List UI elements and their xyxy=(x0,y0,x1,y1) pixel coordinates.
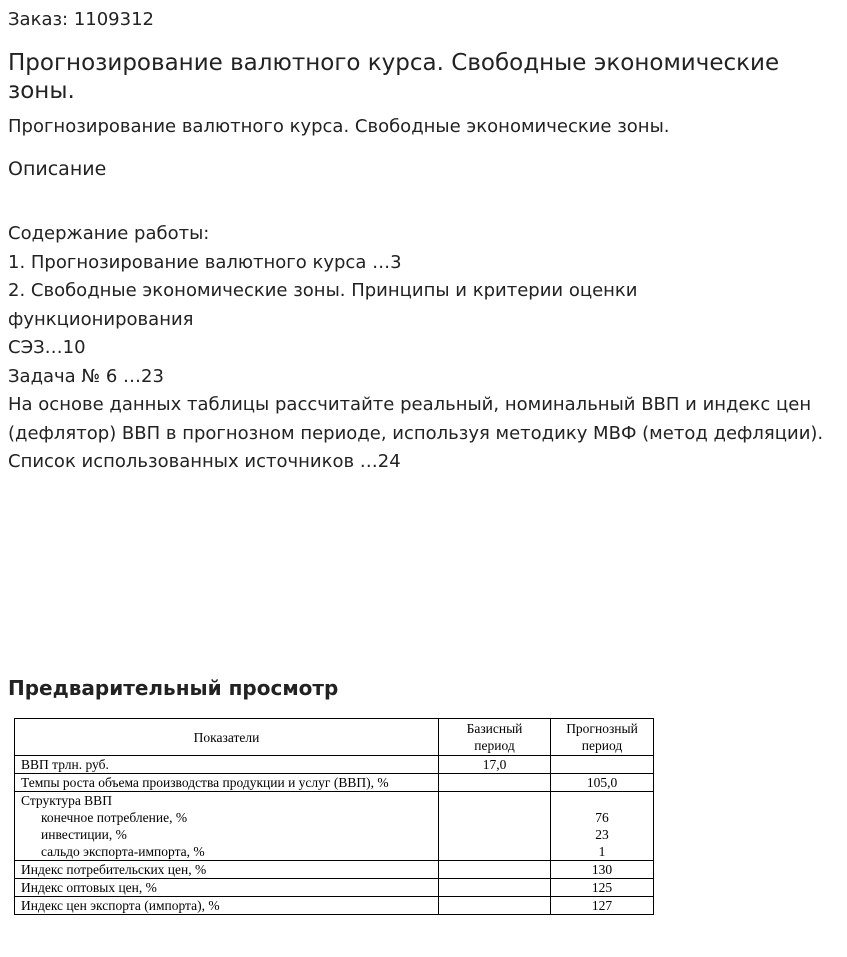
group-value xyxy=(557,792,647,809)
row-forecast xyxy=(551,756,654,774)
sub-value: 76 xyxy=(595,810,609,825)
table-row xyxy=(15,897,654,915)
row-base xyxy=(439,897,551,915)
description-heading: Описание xyxy=(8,158,107,180)
description-body xyxy=(8,220,828,477)
content-line-item-2: 2. Свободные экономические зоны. Принципы и критерии оценки функционирования xyxy=(8,280,638,330)
group-label: Структура ВВП xyxy=(21,793,112,808)
table-row xyxy=(15,756,654,774)
content-line-item-2-cont: СЭЗ…10 xyxy=(8,337,86,358)
row-base xyxy=(439,861,551,879)
sub-label: инвестиции, % xyxy=(41,827,127,842)
row-label: Темпы роста объема производства продукции и услуг (ВВП), % xyxy=(15,774,439,792)
page-subtitle: Прогнозирование валютного курса. Свободные экономические зоны. xyxy=(8,116,670,137)
row-forecast: 127 xyxy=(551,897,654,915)
row-forecast: 130 xyxy=(551,861,654,879)
content-line-task-desc: На основе данных таблицы рассчитайте реальный, номинальный ВВП и индекс цен (дефлятор) ВВП в прогнозном периоде, используя методику МВФ (метод дефляции). xyxy=(8,394,824,444)
preview-heading: Предварительный просмотр xyxy=(8,676,339,700)
sub-value: 1 xyxy=(598,844,606,859)
row-base xyxy=(439,792,551,861)
row-forecast-group xyxy=(551,792,654,861)
content-line-task: Задача № 6 …23 xyxy=(8,365,164,387)
header-base-period: Базисный период xyxy=(439,719,551,756)
row-label: ВВП трлн. руб. xyxy=(15,756,439,774)
page-title: Прогнозирование валютного курса. Свободные экономические зоны. xyxy=(8,50,780,104)
sub-label: сальдо экспорта-импорта, % xyxy=(41,844,205,859)
content-line-header: Содержание работы: xyxy=(8,223,210,244)
header-forecast-period: Прогнозный период xyxy=(551,719,654,756)
preview-table xyxy=(14,718,654,915)
header-indicators: Показатели xyxy=(15,719,439,756)
content-line-sources: Список использованных источников …24 xyxy=(8,451,401,472)
table-row xyxy=(15,861,654,879)
row-label: Индекс потребительских цен, % xyxy=(15,861,439,879)
table-row xyxy=(15,792,654,861)
row-base xyxy=(439,879,551,897)
sub-label: конечное потребление, % xyxy=(41,810,188,825)
row-forecast: 105,0 xyxy=(551,774,654,792)
row-label: Индекс оптовых цен, % xyxy=(15,879,439,897)
row-label-group xyxy=(15,792,439,861)
row-label: Индекс цен экспорта (импорта), % xyxy=(15,897,439,915)
sub-value: 23 xyxy=(595,827,609,842)
content-line-item-1: 1. Прогнозирование валютного курса …3 xyxy=(8,251,402,273)
order-number: Заказ: 1109312 xyxy=(8,9,154,30)
row-base xyxy=(439,774,551,792)
table-row xyxy=(15,774,654,792)
row-forecast: 125 xyxy=(551,879,654,897)
table-row xyxy=(15,879,654,897)
row-base: 17,0 xyxy=(439,756,551,774)
table-header-row xyxy=(15,719,654,756)
